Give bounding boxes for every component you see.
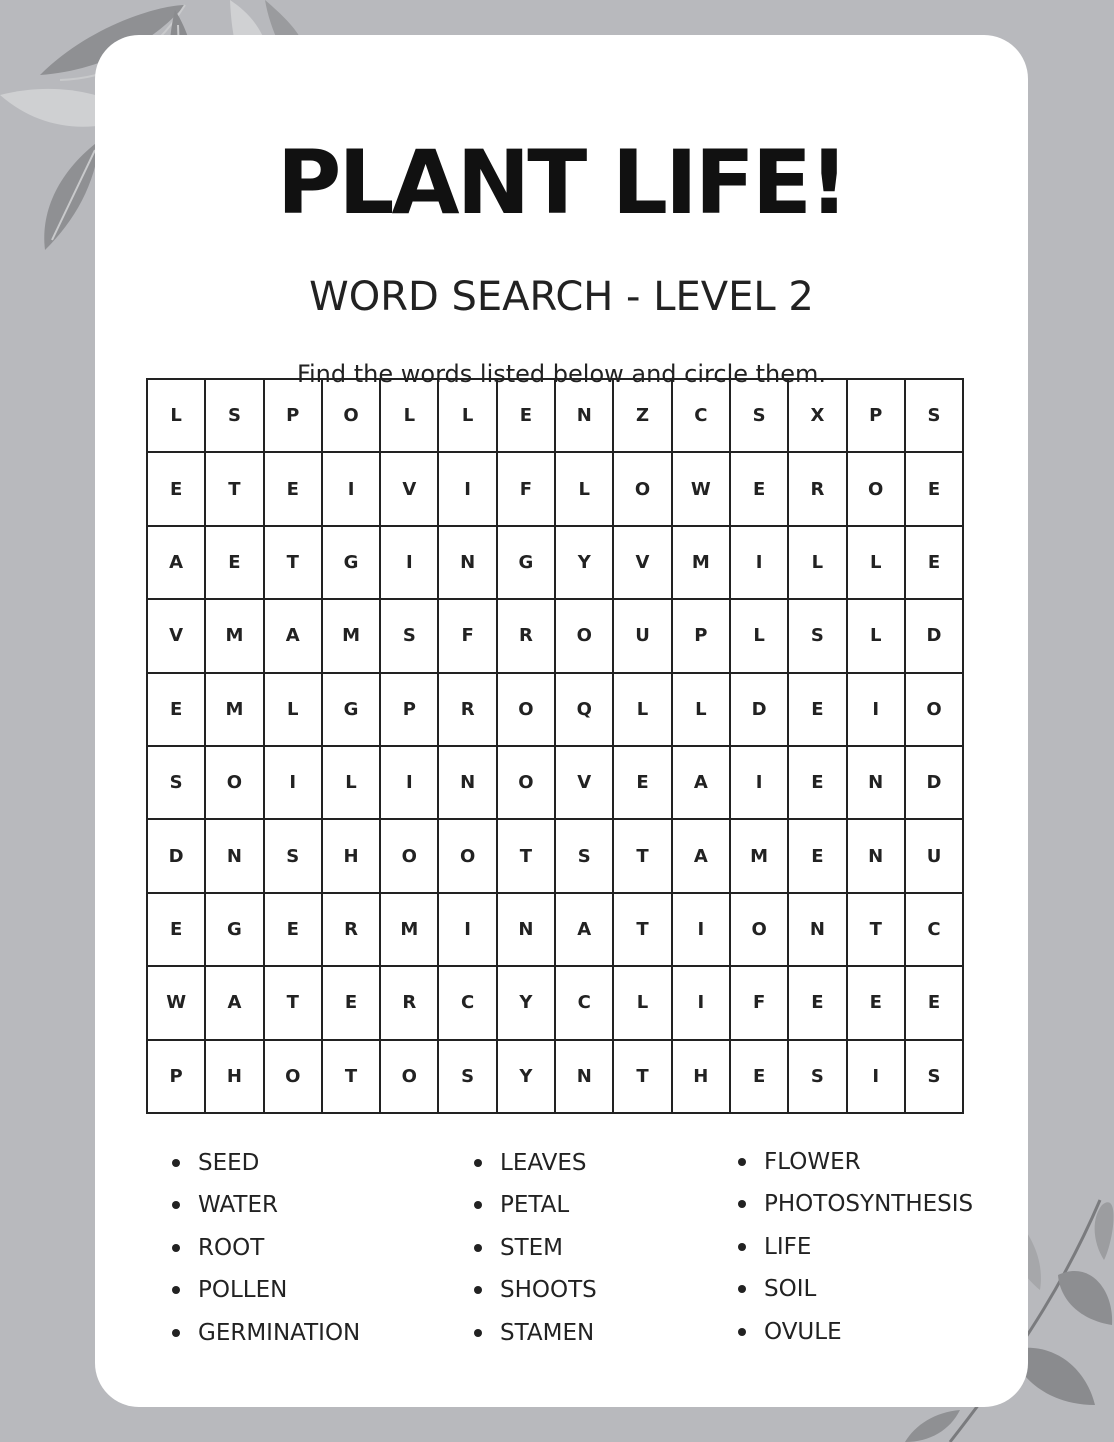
word-list-column-3 xyxy=(738,1141,973,1353)
grid-cell[interactable]: I xyxy=(438,893,496,966)
grid-cell[interactable]: S xyxy=(788,599,846,672)
bullet-icon xyxy=(474,1201,482,1209)
grid-cell[interactable]: R xyxy=(788,452,846,525)
grid-cell[interactable]: O xyxy=(322,379,380,452)
grid-cell[interactable]: E xyxy=(497,379,555,452)
grid-cell[interactable]: S xyxy=(380,599,438,672)
grid-cell[interactable]: P xyxy=(672,599,730,672)
grid-cell[interactable]: T xyxy=(497,819,555,892)
grid-cell[interactable]: P xyxy=(847,379,905,452)
grid-cell[interactable]: D xyxy=(730,673,788,746)
word-label: ROOT xyxy=(198,1234,265,1261)
grid-row xyxy=(147,1040,963,1113)
grid-cell[interactable]: R xyxy=(497,599,555,672)
grid-cell[interactable]: N xyxy=(438,526,496,599)
word-label: STEM xyxy=(500,1234,564,1261)
grid-cell[interactable]: E xyxy=(147,673,205,746)
grid-cell[interactable]: L xyxy=(380,379,438,452)
grid-cell[interactable]: E xyxy=(788,746,846,819)
bullet-icon xyxy=(474,1244,482,1252)
grid-cell[interactable]: F xyxy=(438,599,496,672)
grid-cell[interactable]: T xyxy=(847,893,905,966)
word-list-item xyxy=(474,1269,597,1311)
grid-cell[interactable]: S xyxy=(730,379,788,452)
grid-cell[interactable]: M xyxy=(672,526,730,599)
bullet-icon xyxy=(738,1200,746,1208)
word-label: POLLEN xyxy=(198,1277,288,1304)
bullet-icon xyxy=(738,1158,746,1166)
grid-cell[interactable]: I xyxy=(672,966,730,1039)
grid-cell[interactable]: A xyxy=(672,746,730,819)
grid-cell[interactable]: I xyxy=(438,452,496,525)
word-label: PHOTOSYNTHESIS xyxy=(764,1191,974,1218)
word-list-item xyxy=(474,1312,597,1354)
grid-cell[interactable]: E xyxy=(905,526,963,599)
grid-cell[interactable]: S xyxy=(905,379,963,452)
bullet-icon xyxy=(474,1286,482,1294)
grid-cell[interactable]: S xyxy=(788,1040,846,1113)
grid-cell[interactable]: I xyxy=(847,1040,905,1113)
grid-cell[interactable]: E xyxy=(730,1040,788,1113)
grid-row xyxy=(147,746,963,819)
grid-cell[interactable]: H xyxy=(672,1040,730,1113)
grid-cell[interactable]: L xyxy=(730,599,788,672)
word-list-column-2 xyxy=(474,1142,597,1354)
grid-row xyxy=(147,673,963,746)
grid-cell[interactable]: R xyxy=(322,893,380,966)
grid-cell[interactable]: I xyxy=(672,893,730,966)
word-label: SHOOTS xyxy=(500,1277,597,1304)
grid-cell[interactable]: T xyxy=(205,452,263,525)
grid-cell[interactable]: X xyxy=(788,379,846,452)
grid-cell[interactable]: M xyxy=(205,673,263,746)
grid-cell[interactable]: O xyxy=(264,1040,322,1113)
grid-cell[interactable]: Y xyxy=(497,1040,555,1113)
word-list-item xyxy=(738,1311,973,1353)
grid-row xyxy=(147,599,963,672)
grid-cell[interactable]: F xyxy=(497,452,555,525)
word-label: OVULE xyxy=(764,1318,842,1345)
grid-cell[interactable]: O xyxy=(380,1040,438,1113)
grid-cell[interactable]: I xyxy=(847,673,905,746)
grid-cell[interactable]: O xyxy=(730,893,788,966)
grid-cell[interactable]: L xyxy=(847,599,905,672)
grid-cell[interactable]: A xyxy=(264,599,322,672)
grid-cell[interactable]: G xyxy=(497,526,555,599)
grid-cell[interactable]: G xyxy=(322,673,380,746)
grid-row xyxy=(147,526,963,599)
grid-cell[interactable]: V xyxy=(555,746,613,819)
grid-cell[interactable]: D xyxy=(905,746,963,819)
word-list-item xyxy=(172,1269,360,1311)
grid-cell[interactable]: A xyxy=(555,893,613,966)
grid-cell[interactable]: U xyxy=(905,819,963,892)
grid-cell[interactable]: C xyxy=(905,893,963,966)
grid-cell[interactable]: E xyxy=(730,452,788,525)
grid-cell[interactable]: I xyxy=(322,452,380,525)
word-list-item xyxy=(738,1141,973,1183)
grid-cell[interactable]: E xyxy=(905,452,963,525)
grid-cell[interactable]: T xyxy=(613,1040,671,1113)
grid-cell[interactable]: W xyxy=(147,966,205,1039)
word-list-item xyxy=(738,1268,973,1310)
grid-cell[interactable]: L xyxy=(613,673,671,746)
grid-cell[interactable]: T xyxy=(264,526,322,599)
grid-cell[interactable]: L xyxy=(264,673,322,746)
grid-cell[interactable]: Y xyxy=(555,526,613,599)
grid-cell[interactable]: I xyxy=(380,526,438,599)
grid-cell[interactable]: E xyxy=(847,966,905,1039)
word-label: PETAL xyxy=(500,1192,570,1219)
grid-cell[interactable]: O xyxy=(438,819,496,892)
grid-cell[interactable]: O xyxy=(555,599,613,672)
page-title: PLANT LIFE! xyxy=(276,131,847,234)
grid-cell[interactable]: T xyxy=(613,819,671,892)
grid-row xyxy=(147,452,963,525)
grid-cell[interactable]: Y xyxy=(497,966,555,1039)
grid-cell[interactable]: O xyxy=(905,673,963,746)
bullet-icon xyxy=(474,1159,482,1167)
grid-cell[interactable]: H xyxy=(205,1040,263,1113)
grid-cell[interactable]: F xyxy=(730,966,788,1039)
grid-cell[interactable]: N xyxy=(788,893,846,966)
word-list-item xyxy=(172,1184,360,1226)
grid-cell[interactable]: I xyxy=(380,746,438,819)
grid-cell[interactable]: S xyxy=(905,1040,963,1113)
grid-cell[interactable]: V xyxy=(147,599,205,672)
grid-cell[interactable]: L xyxy=(788,526,846,599)
bullet-icon xyxy=(738,1243,746,1251)
word-list-item xyxy=(738,1183,973,1225)
grid-cell[interactable]: C xyxy=(438,966,496,1039)
grid-cell[interactable]: E xyxy=(205,526,263,599)
word-list-column-1 xyxy=(172,1142,360,1354)
grid-cell[interactable]: S xyxy=(264,819,322,892)
grid-cell[interactable]: E xyxy=(264,893,322,966)
grid-cell[interactable]: P xyxy=(264,379,322,452)
grid-cell[interactable]: R xyxy=(380,966,438,1039)
grid-cell[interactable]: L xyxy=(613,966,671,1039)
grid-cell[interactable]: N xyxy=(497,893,555,966)
bullet-icon xyxy=(738,1328,746,1336)
grid-cell[interactable]: O xyxy=(380,819,438,892)
grid-cell[interactable]: C xyxy=(672,379,730,452)
grid-cell[interactable]: E xyxy=(147,893,205,966)
grid-cell[interactable]: A xyxy=(147,526,205,599)
grid-cell[interactable]: N xyxy=(555,379,613,452)
grid-cell[interactable]: I xyxy=(264,746,322,819)
grid-cell[interactable]: O xyxy=(613,452,671,525)
word-list-item xyxy=(738,1226,973,1268)
bullet-icon xyxy=(172,1329,180,1337)
grid-cell[interactable]: L xyxy=(672,673,730,746)
grid-cell[interactable]: A xyxy=(205,966,263,1039)
grid-cell[interactable]: M xyxy=(380,893,438,966)
word-label: SEED xyxy=(198,1150,260,1176)
grid-cell[interactable]: L xyxy=(555,452,613,525)
grid-cell[interactable]: S xyxy=(438,1040,496,1113)
grid-cell[interactable]: V xyxy=(613,526,671,599)
grid-cell[interactable]: P xyxy=(147,1040,205,1113)
grid-cell[interactable]: E xyxy=(322,966,380,1039)
grid-cell[interactable]: Q xyxy=(555,673,613,746)
grid-cell[interactable]: G xyxy=(205,893,263,966)
bullet-icon xyxy=(738,1285,746,1293)
grid-cell[interactable]: A xyxy=(672,819,730,892)
bullet-icon xyxy=(172,1201,180,1209)
grid-cell[interactable]: V xyxy=(380,452,438,525)
word-label: SOIL xyxy=(764,1276,817,1303)
bullet-icon xyxy=(172,1244,180,1252)
grid-cell[interactable]: T xyxy=(613,893,671,966)
grid-row xyxy=(147,893,963,966)
grid-row xyxy=(147,819,963,892)
word-list-item xyxy=(172,1312,360,1354)
grid-cell[interactable]: E xyxy=(788,819,846,892)
grid-cell[interactable]: M xyxy=(322,599,380,672)
word-label: LEAVES xyxy=(500,1150,587,1176)
grid-cell[interactable]: E xyxy=(788,966,846,1039)
word-label: STAMEN xyxy=(500,1319,595,1346)
grid-cell[interactable]: M xyxy=(730,819,788,892)
grid-cell[interactable]: C xyxy=(555,966,613,1039)
grid-cell[interactable]: E xyxy=(613,746,671,819)
word-label: WATER xyxy=(198,1192,278,1219)
grid-cell[interactable]: Z xyxy=(613,379,671,452)
instruction-text: Find the words listed below and circle them. xyxy=(296,360,827,388)
grid-cell[interactable]: L xyxy=(438,379,496,452)
grid-cell[interactable]: H xyxy=(322,819,380,892)
word-label: LIFE xyxy=(764,1233,812,1260)
grid-cell[interactable]: N xyxy=(555,1040,613,1113)
grid-cell[interactable]: G xyxy=(322,526,380,599)
grid-cell[interactable]: O xyxy=(497,673,555,746)
word-search-grid xyxy=(146,378,964,1114)
word-label: GERMINATION xyxy=(198,1319,361,1346)
word-list-item xyxy=(474,1227,597,1269)
grid-cell[interactable]: D xyxy=(147,819,205,892)
grid-cell[interactable]: E xyxy=(905,966,963,1039)
grid-cell[interactable]: M xyxy=(205,599,263,672)
bullet-icon xyxy=(172,1159,180,1167)
word-list-item xyxy=(172,1227,360,1269)
grid-cell[interactable]: N xyxy=(847,746,905,819)
grid-cell[interactable]: O xyxy=(497,746,555,819)
grid-cell[interactable]: O xyxy=(847,452,905,525)
grid-cell[interactable]: R xyxy=(438,673,496,746)
grid-cell[interactable]: S xyxy=(205,379,263,452)
grid-cell[interactable]: L xyxy=(847,526,905,599)
word-list-item xyxy=(474,1184,597,1226)
word-label: FLOWER xyxy=(764,1149,861,1175)
bullet-icon xyxy=(172,1286,180,1294)
grid-cell[interactable]: T xyxy=(264,966,322,1039)
grid-cell[interactable]: W xyxy=(672,452,730,525)
grid-cell[interactable]: P xyxy=(380,673,438,746)
word-list-item xyxy=(474,1142,597,1184)
grid-cell[interactable]: N xyxy=(205,819,263,892)
grid-cell[interactable]: N xyxy=(847,819,905,892)
grid-cell[interactable]: E xyxy=(788,673,846,746)
grid-cell[interactable]: D xyxy=(905,599,963,672)
grid-cell[interactable]: L xyxy=(147,379,205,452)
grid-cell[interactable]: S xyxy=(147,746,205,819)
grid-cell[interactable]: I xyxy=(730,746,788,819)
grid-cell[interactable]: U xyxy=(613,599,671,672)
grid-cell[interactable]: I xyxy=(730,526,788,599)
grid-cell[interactable]: S xyxy=(555,819,613,892)
grid-cell[interactable]: O xyxy=(205,746,263,819)
grid-cell[interactable]: N xyxy=(438,746,496,819)
bullet-icon xyxy=(474,1329,482,1337)
grid-cell[interactable]: E xyxy=(264,452,322,525)
grid-cell[interactable]: L xyxy=(322,746,380,819)
page-subtitle: WORD SEARCH - LEVEL 2 xyxy=(309,274,814,320)
grid-row xyxy=(147,966,963,1039)
grid-cell[interactable]: E xyxy=(147,452,205,525)
word-list-item xyxy=(172,1142,360,1184)
grid-cell[interactable]: T xyxy=(322,1040,380,1113)
grid-row xyxy=(147,379,963,452)
